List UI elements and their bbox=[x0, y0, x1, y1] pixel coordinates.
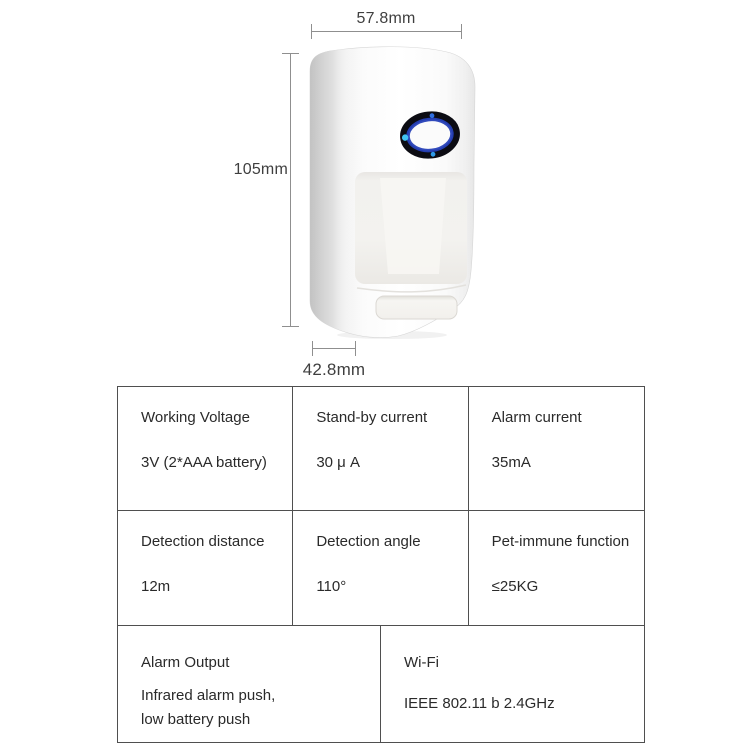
spec-row-2 bbox=[118, 511, 644, 626]
top-width-dimension-tick-right bbox=[461, 24, 462, 39]
height-dimension-label: 105mm bbox=[233, 161, 288, 178]
bottom-width-dimension-tick-right bbox=[355, 341, 356, 356]
spec-value: 35mA bbox=[491, 454, 531, 471]
spec-label: Wi-Fi bbox=[404, 654, 439, 671]
spec-value: 3V (2*AAA battery) bbox=[141, 454, 267, 471]
bottom-width-dimension-label: 42.8mm bbox=[302, 360, 366, 379]
bottom-lens-recess bbox=[376, 296, 457, 319]
spec-value: 12m bbox=[141, 578, 171, 595]
spec-label: Alarm Output bbox=[141, 654, 230, 671]
sensor-device-image bbox=[300, 45, 490, 340]
spec-value: ≤25KG bbox=[491, 578, 539, 595]
height-dimension-line bbox=[290, 53, 291, 327]
spec-label: Working Voltage bbox=[141, 409, 250, 426]
spec-cell-wifi bbox=[381, 626, 644, 742]
bottom-width-dimension-tick-left bbox=[312, 341, 313, 356]
spec-row-3 bbox=[118, 626, 644, 742]
spec-cell-standby-current bbox=[293, 387, 468, 510]
top-width-dimension-line bbox=[311, 31, 462, 32]
spec-label: Detection angle bbox=[316, 533, 421, 550]
spec-cell-detection-angle bbox=[293, 511, 468, 625]
spec-table bbox=[117, 386, 645, 743]
spec-row-1 bbox=[118, 387, 644, 511]
spec-value-line-2: low battery push bbox=[141, 711, 251, 728]
spec-label: Stand-by current bbox=[316, 409, 428, 426]
spec-label: Alarm current bbox=[491, 409, 582, 426]
spec-cell-alarm-output bbox=[118, 626, 381, 742]
spec-label: Pet-immune function bbox=[491, 533, 630, 550]
spec-cell-alarm-current bbox=[469, 387, 644, 510]
spec-value: 110° bbox=[316, 578, 347, 595]
height-dimension-tick-bottom bbox=[282, 326, 299, 327]
spec-cell-pet-immune bbox=[469, 511, 644, 625]
spec-cell-working-voltage bbox=[118, 387, 293, 510]
height-dimension-tick-top bbox=[282, 53, 299, 54]
spec-value: 30 μ A bbox=[316, 454, 360, 471]
spec-value bbox=[141, 684, 275, 732]
spec-value: IEEE 802.11 b 2.4GHz bbox=[404, 695, 555, 712]
spec-cell-detection-distance bbox=[118, 511, 293, 625]
top-width-dimension-tick-left bbox=[311, 24, 312, 39]
spec-value-line-1: Infrared alarm push, bbox=[141, 687, 276, 704]
bottom-width-dimension-line bbox=[312, 348, 356, 349]
spec-label: Detection distance bbox=[141, 533, 265, 550]
top-width-dimension-label: 57.8mm bbox=[356, 10, 416, 27]
fresnel-lens-facet bbox=[380, 178, 446, 274]
sensor-side-face bbox=[310, 49, 352, 333]
sensor-device-svg bbox=[300, 45, 490, 340]
